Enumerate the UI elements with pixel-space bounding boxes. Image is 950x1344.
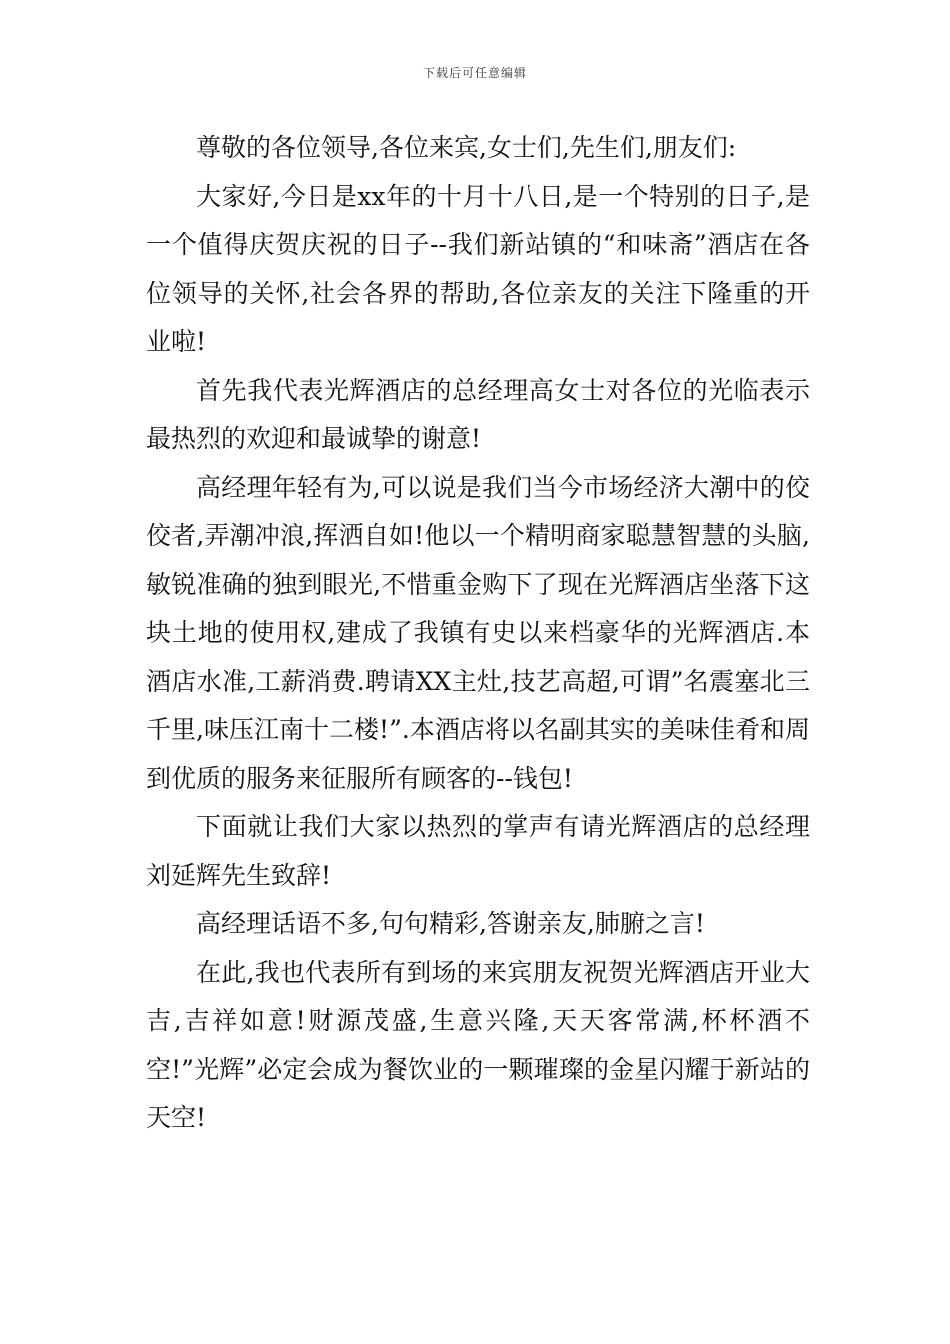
- paragraph-welcome: 首先我代表光辉酒店的总经理高女士对各位的光临表示最热烈的欢迎和最诚挚的谢意!: [146, 375, 810, 453]
- document-body: [146, 124, 810, 1143]
- paragraph-manager-praise: 高经理年轻有为,可以说是我们当今市场经济大潮中的佼佼者,弄潮冲浪,挥洒自如!他以一个精明商家聪慧智慧的头脑,敏锐准确的独到眼光,不惜重金购下了现在光辉酒店坐落下这块土地的使用权,建成了我镇有史以来档豪华的光辉酒店.本酒店水准,工薪消费.聘请XX主灶,技艺高超,可谓”名震塞北三千里,味压江南十二楼!”.本酒店将以名副其实的美味佳肴和周到优质的服务来征服所有顾客的--钱包!: [146, 472, 810, 793]
- paragraph-salutation: 尊敬的各位领导,各位来宾,女士们,先生们,朋友们:: [196, 133, 737, 162]
- page-header: 下载后可任意编辑: [422, 66, 527, 80]
- paragraph-invite-speech: 下面就让我们大家以热烈的掌声有请光辉酒店的总经理刘延辉先生致辞!: [146, 812, 810, 890]
- paragraph-speech-comment: 高经理话语不多,句句精彩,答谢亲友,肺腑之言!: [196, 909, 705, 938]
- paragraph-closing-wishes: 在此,我也代表所有到场的来宾朋友祝贺光辉酒店开业大吉,吉祥如意!财源茂盛,生意兴隆,天天客常满,杯杯酒不空!”光辉”必定会成为餐饮业的一颗璀璨的金星闪耀于新站的天空!: [146, 957, 810, 1132]
- paragraph-opening: 大家好,今日是xx年的十月十八日,是一个特别的日子,是一个值得庆贺庆祝的日子--我们新站镇的“和味斋”酒店在各位领导的关怀,社会各界的帮助,各位亲友的关注下隆重的开业啦!: [146, 181, 810, 356]
